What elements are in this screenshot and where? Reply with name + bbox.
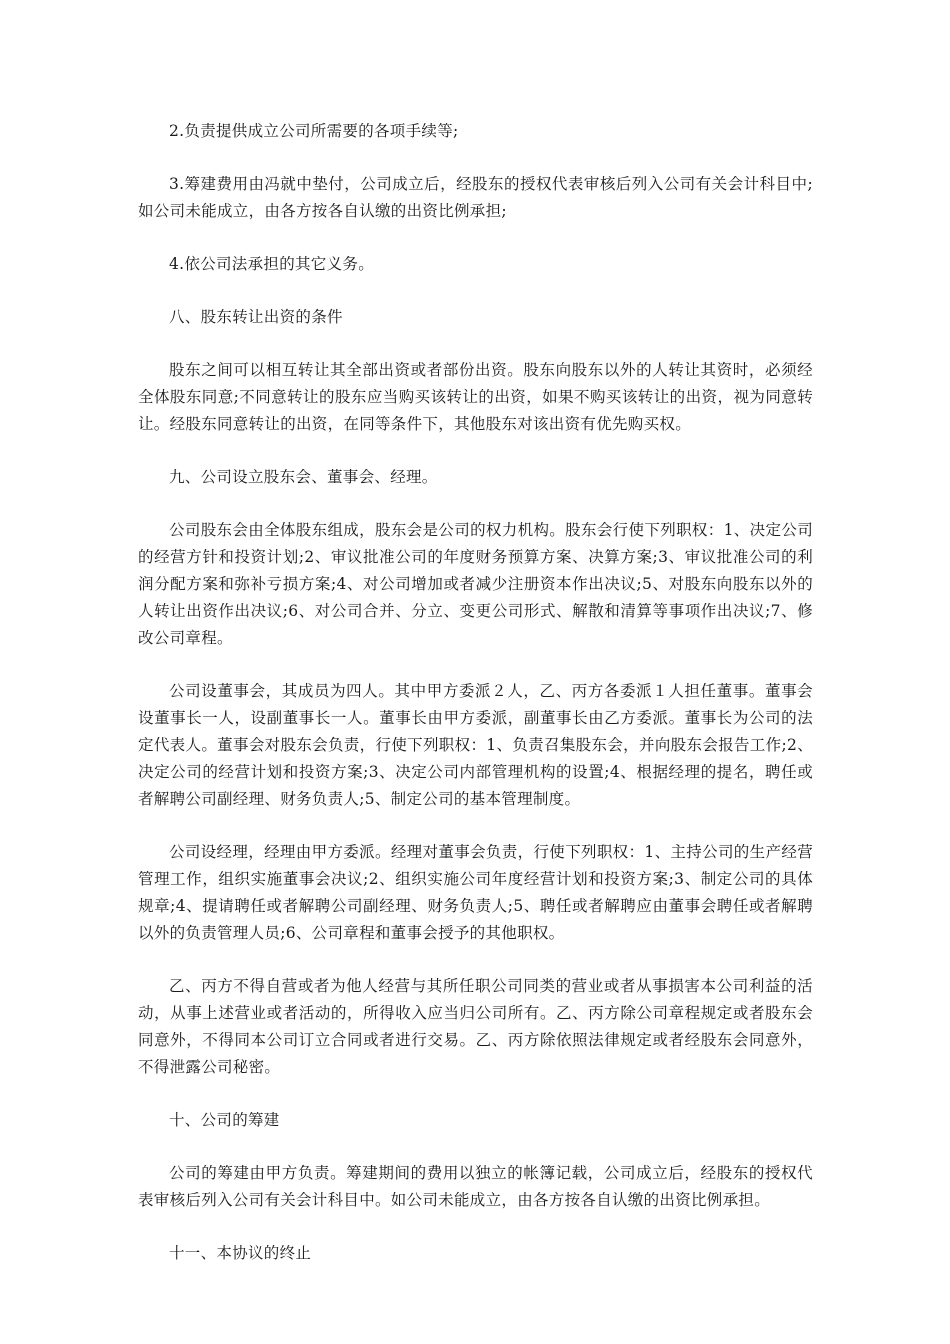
clause-item-3: 3.筹建费用由冯就中垫付，公司成立后，经股东的授权代表审核后列入公司有关会计科目中;如公司未能成立，由各方按各自认缴的出资比例承担; — [138, 175, 813, 220]
non-compete-paragraph: 乙、丙方不得自营或者为他人经营与其所任职公司同类的营业或者从事损害本公司利益的活动，从事上述营业或者活动的，所得收入应当归公司所有。乙、丙方除公司章程规定或者股东会同意外，不得同本公司订立合同或者进行交易。乙、丙方除依照法律规定或者经股东会同意外，不得泄露公司秘密。 — [138, 977, 813, 1076]
shareholders-meeting-paragraph: 公司股东会由全体股东组成，股东会是公司的权力机构。股东会行使下列职权：1、决定公司的经营方针和投资计划;2、审议批准公司的年度财务预算方案、决算方案;3、审议批准公司的利润分配方案和弥补亏损方案;4、对公司增加或者减少注册资本作出决议;5、对股东向股东以外的人转让出资作出决议;6、对公司合并、分立、变更公司形式、解散和清算等事项作出决议;7、修改公司章程。 — [138, 521, 813, 647]
document-body — [138, 118, 813, 1293]
section-10-paragraph: 公司的筹建由甲方负责。筹建期间的费用以独立的帐簿记载，公司成立后，经股东的授权代表审核后列入公司有关会计科目中。如公司未能成立，由各方按各自认缴的出资比例承担。 — [138, 1164, 813, 1209]
section-heading-11: 十一、本协议的终止 — [169, 1244, 312, 1262]
section-heading-8: 八、股东转让出资的条件 — [169, 308, 343, 326]
manager-paragraph: 公司设经理，经理由甲方委派。经理对董事会负责，行使下列职权：1、主持公司的生产经营管理工作，组织实施董事会决议;2、组织实施公司年度经营计划和投资方案;3、制定公司的具体规章;4、提请聘任或者解聘公司副经理、财务负责人;5、聘任或者解聘应由董事会聘任或者解聘以外的负责管理人员;6、公司章程和董事会授予的其他职权。 — [138, 843, 813, 942]
clause-item-2: 2.负责提供成立公司所需要的各项手续等; — [169, 122, 459, 140]
section-8-paragraph: 股东之间可以相互转让其全部出资或者部份出资。股东向股东以外的人转让其资时，必须经全体股东同意;不同意转让的股东应当购买该转让的出资，如果不购买该转让的出资，视为同意转让。经股东同意转让的出资，在同等条件下，其他股东对该出资有优先购买权。 — [138, 361, 813, 433]
clause-item-4: 4.依公司法承担的其它义务。 — [169, 255, 374, 273]
section-heading-10: 十、公司的筹建 — [169, 1111, 280, 1129]
section-heading-9: 九、公司设立股东会、董事会、经理。 — [169, 468, 438, 486]
board-of-directors-paragraph: 公司设董事会，其成员为四人。其中甲方委派２人，乙、丙方各委派１人担任董事。董事会设董事长一人，设副董事长一人。董事长由甲方委派，副董事长由乙方委派。董事长为公司的法定代表人。董事会对股东会负责，行使下列职权：1、负责召集股东会，并向股东会报告工作;2、决定公司的经营计划和投资方案;3、决定公司内部管理机构的设置;4、根据经理的提名，聘任或者解聘公司副经理、财务负责人;5、制定公司的基本管理制度。 — [138, 682, 813, 808]
